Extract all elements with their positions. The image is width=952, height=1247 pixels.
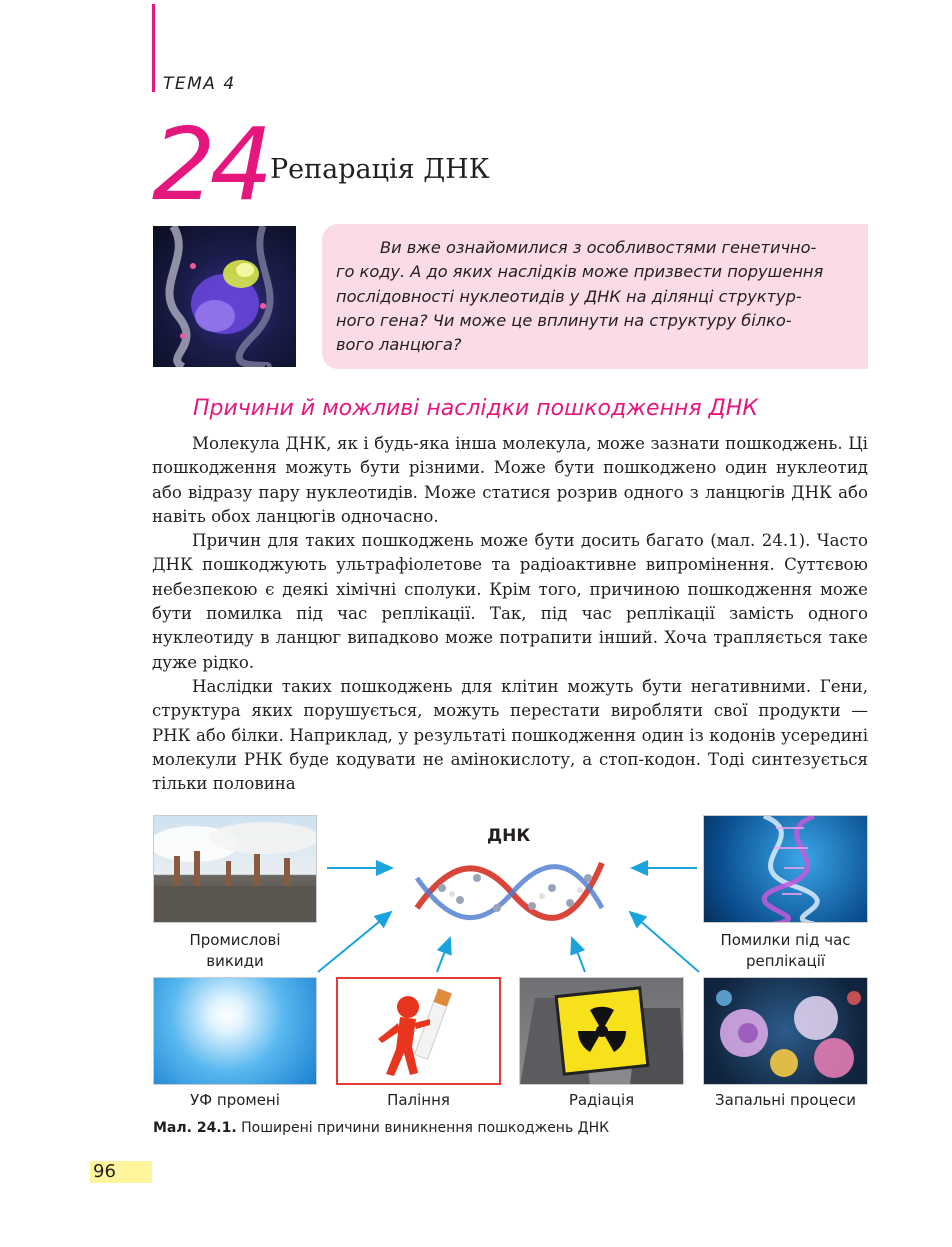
figure-caption-number: Мал. 24.1.: [153, 1120, 237, 1136]
label-inflammation: Запальні процеси: [715, 1091, 856, 1109]
inflammation-image: [703, 977, 868, 1085]
intro-line: го коду. А до яких наслідків може призвести порушення: [336, 262, 824, 282]
label-uv: УФ промені: [190, 1091, 280, 1109]
label-radiation: Радіація: [568, 1091, 635, 1109]
body-paragraph: Наслідки таких пошкоджень для клітин можуть бути негативними. Гени, структура яких порушується, можуть перестати виробляти свої продукти — РНК або білки. Наприклад, у результаті пошкодження один із кодонів усередині молекули РНК буде кодувати не амінокислоту, а стоп-кодон. Тоді синтезується тільки половина: [152, 676, 868, 794]
page-number: 96: [90, 1161, 152, 1183]
uv-rays-image: [153, 977, 317, 1085]
smoking-image: [336, 977, 501, 1085]
label-smoking: Паління: [387, 1091, 450, 1109]
arrow-uv: [318, 912, 391, 972]
replication-errors-image: [703, 815, 868, 923]
intro-line: послідовності нуклеотидів у ДНК на ділянці структур-: [336, 286, 802, 306]
chapter-number: 24: [152, 106, 268, 223]
intro-line: вого ланцюга?: [336, 335, 462, 355]
arrow-smoking: [437, 938, 450, 972]
figure-caption-text: Поширені причини виникнення пошкоджень ДНК: [241, 1120, 610, 1136]
body-paragraph: Причин для таких пошкоджень може бути досить багато (мал. 24.1). Часто ДНК пошкоджують ультрафіолетове та радіоактивне випромінення. Суттєвою небезпекою є деякі хімічні сполуки. Крім того, причиною пошкодження може бути помилка під час реплікації. Так, під час реплікації замість одного нуклеотиду в ланцюг випадково може потрапити інший. Хоча трапляється таке дуже рідко.: [152, 531, 868, 672]
arrow-radiation: [572, 938, 585, 972]
chapter-title: Репарація ДНК: [270, 154, 490, 185]
dna-label: ДНК: [487, 826, 531, 846]
arrow-inflammation: [630, 912, 699, 972]
section-heading: Причини й можливі наслідки пошкодження ДНК: [193, 396, 758, 421]
figure-caption: [153, 1120, 609, 1136]
body-paragraph: Молекула ДНК, як і будь-яка інша молекула, може зазнати пошкоджень. Ці пошкодження можуть бути різними. Може бути пошкоджено один нуклеотид або відразу пару нуклеотидів. Може статися розрив одного з ланцюгів ДНК або навіть обох ланцюгів одночасно.: [152, 434, 868, 526]
label-industrial: Промислові викиди: [189, 931, 281, 970]
intro-line: ного гена? Чи може це вплинути на структуру білко-: [336, 310, 792, 330]
dna-molecule-image: [412, 848, 608, 934]
label-replication: Помилки під час реплікації: [720, 931, 851, 970]
radiation-image: [519, 977, 684, 1085]
industrial-emissions-image: [153, 815, 317, 923]
topic-label: ТЕМА 4: [163, 74, 236, 94]
intro-line: Ви вже ознайомилися з особливостями генетично-: [380, 238, 817, 257]
